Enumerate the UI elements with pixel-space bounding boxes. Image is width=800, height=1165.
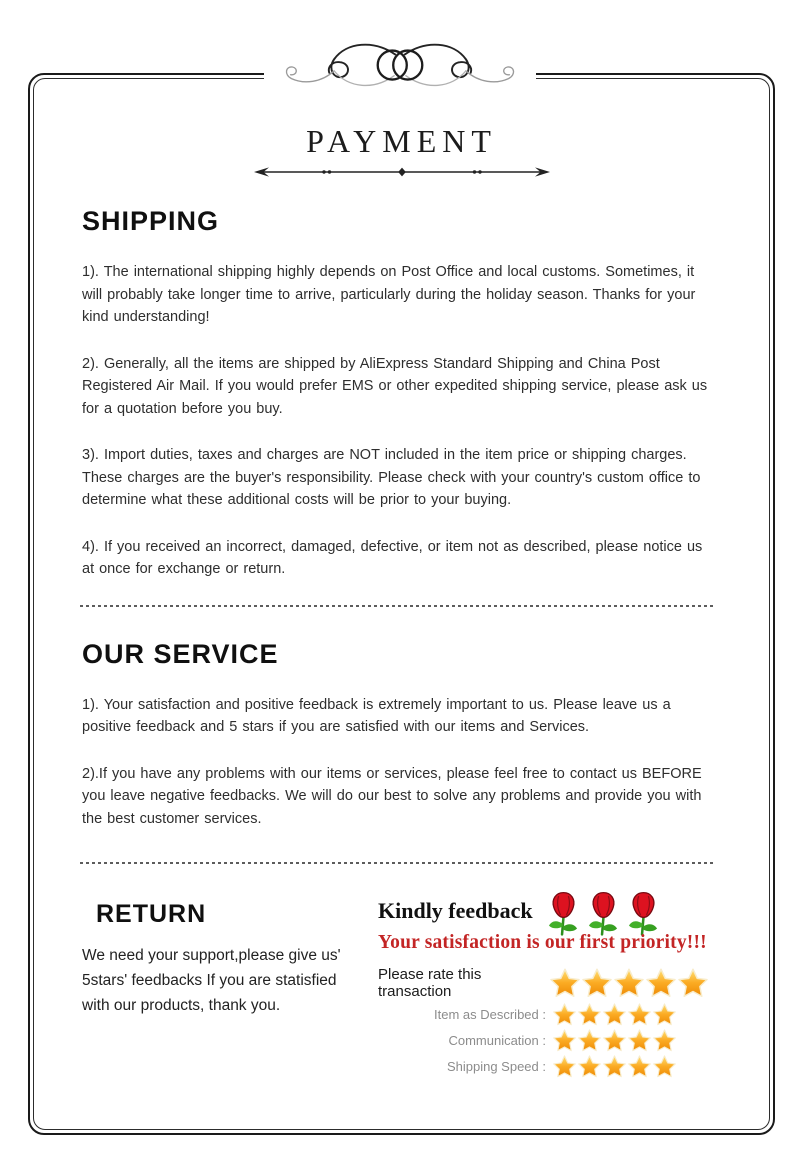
shipping-speed-label: Shipping Speed : (446, 1059, 546, 1074)
rate-transaction-label: Please rate this transaction (378, 966, 482, 1000)
service-paragraph-2: 2).If you have any problems with our items or services, please feel free to contact us BEFORE you leave negative feedbacks. We will do our best to solve any problems and provide you with the best customer services. (82, 765, 702, 827)
satisfaction-slogan: Your satisfaction is our first priority!!! (378, 932, 707, 953)
our-service-title: OUR SERVICE (82, 638, 279, 669)
rating-row-item-described (378, 1003, 768, 1026)
kindly-feedback-title: Kindly feedback (378, 898, 533, 923)
rose-icon (627, 890, 660, 937)
dashed-divider (80, 862, 713, 864)
item-described-label: Item as Described : (434, 1007, 546, 1022)
rate-transaction-row (378, 966, 768, 1000)
star-icon (550, 968, 580, 998)
star-icon (678, 968, 708, 998)
star-icon (628, 1029, 651, 1052)
return-text: We need your support,please give us' 5stars' feedbacks If you are statisfied with our products, thank you. (82, 947, 341, 1014)
service-paragraph-1: 1). Your satisfaction and positive feedback is extremely important to us. Please leave us a positive feedback and 5 stars if you are satisfied with our items and Services. (82, 696, 671, 735)
shipping-paragraph-4: 4). If you received an incorrect, damaged, defective, or item not as described, please notice us at once for exchange or return. (82, 538, 703, 577)
star-icon (603, 1055, 626, 1078)
star-icon (628, 1003, 651, 1026)
flourish-ornament-icon (264, 36, 536, 98)
star-rating-small (553, 1029, 678, 1052)
rating-row-shipping-speed (378, 1055, 768, 1078)
rose-icon (587, 890, 620, 937)
return-section (62, 890, 378, 1078)
star-icon (653, 1003, 676, 1026)
star-icon (553, 1003, 576, 1026)
star-icon (646, 968, 676, 998)
star-icon (578, 1055, 601, 1078)
star-rating-small (553, 1003, 678, 1026)
rose-icons (547, 890, 660, 937)
star-icon (653, 1029, 676, 1052)
communication-label: Communication : (448, 1033, 546, 1048)
shipping-title: SHIPPING (82, 206, 220, 236)
star-icon (582, 968, 612, 998)
arrow-divider-icon (252, 164, 552, 180)
rating-row-communication (378, 1029, 768, 1052)
shipping-paragraph-3: 3). Import duties, taxes and charges are NOT included in the item price or shipping charges. These charges are the buyer's responsibility. Please check with your country's custom office to determine what these additional costs will be prior to your buying. (82, 447, 701, 508)
dashed-divider (80, 605, 713, 607)
star-icon (603, 1029, 626, 1052)
star-icon (553, 1029, 576, 1052)
star-icon (614, 968, 644, 998)
star-icon (603, 1003, 626, 1026)
payment-title: PAYMENT (306, 123, 497, 159)
star-icon (578, 1029, 601, 1052)
star-icon (578, 1003, 601, 1026)
kindly-feedback-row (378, 890, 768, 938)
return-title: RETURN (96, 900, 207, 928)
star-icon (553, 1055, 576, 1078)
shipping-paragraph-1: 1). The international shipping highly depends on Post Office and local customs. Sometimes, it will probably take longer time to arrive, particularly during the holiday season. Thanks for your kind understanding! (82, 264, 696, 325)
bottom-section (62, 890, 775, 1078)
rose-icon (547, 890, 580, 937)
star-icon (653, 1055, 676, 1078)
page-content (28, 73, 775, 1135)
shipping-paragraph-2: 2). Generally, all the items are shipped by AliExpress Standard Shipping and China Post Registered Air Mail. If you would prefer EMS or other expedited shipping service, please ask us for a quotation before you buy. (82, 355, 708, 417)
feedback-section (378, 890, 768, 1078)
star-rating-large (550, 968, 710, 998)
star-icon (628, 1055, 651, 1078)
star-rating-small (553, 1055, 678, 1078)
